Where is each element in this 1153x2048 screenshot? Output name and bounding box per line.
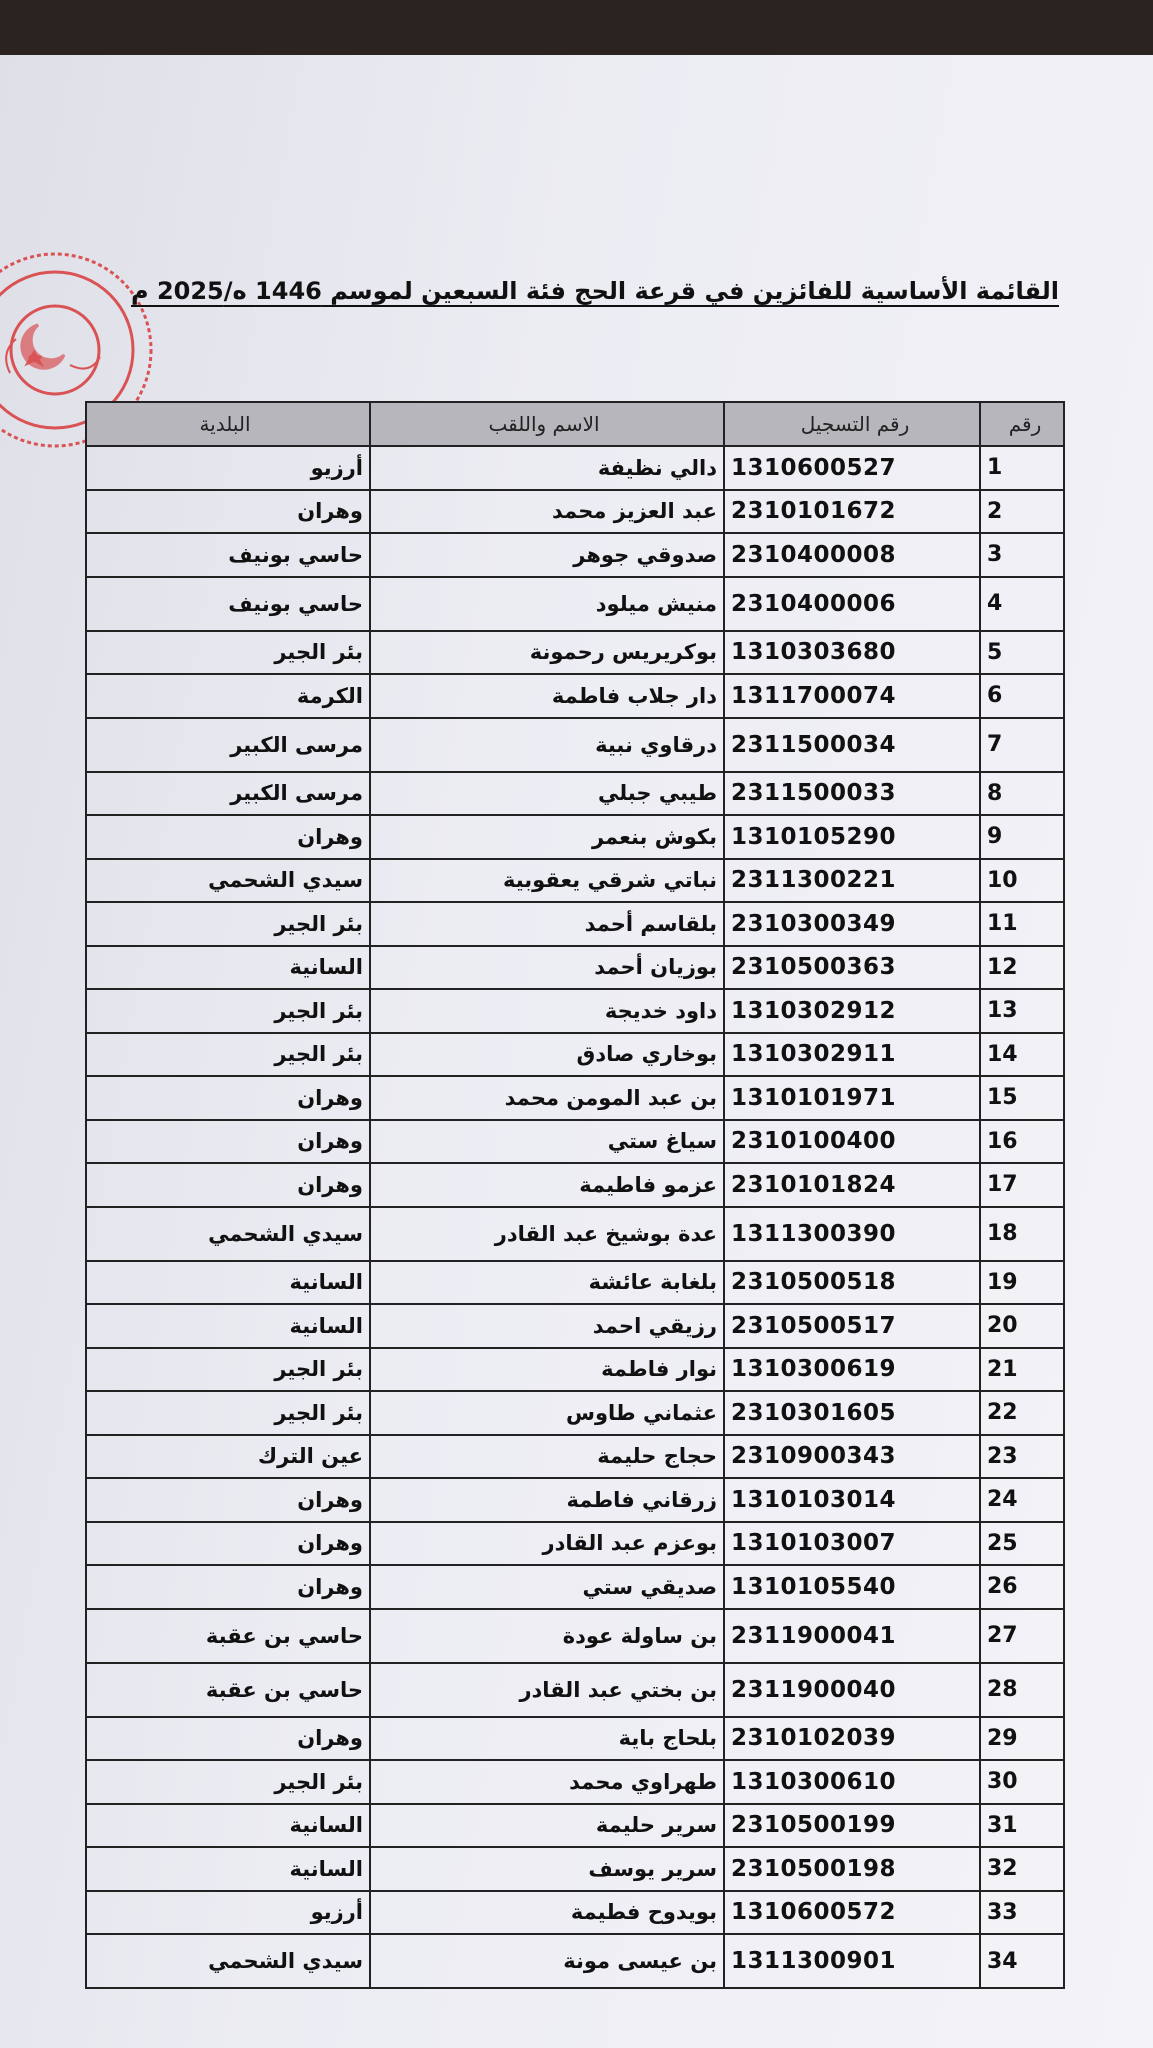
- registration-number: 2310500363: [725, 947, 981, 989]
- row-number: 24: [981, 1479, 1065, 1521]
- registration-number: 2310100400: [725, 1121, 981, 1163]
- row-number: 6: [981, 675, 1065, 717]
- municipality: وهران: [87, 1523, 371, 1565]
- table-row: [87, 773, 1065, 817]
- municipality: أرزيو: [87, 1892, 371, 1934]
- table-row: [87, 1761, 1065, 1805]
- municipality: وهران: [87, 1479, 371, 1521]
- row-number: 26: [981, 1566, 1065, 1608]
- municipality: السانية: [87, 1262, 371, 1304]
- full-name: بن عبد المومن محمد: [371, 1077, 725, 1119]
- full-name: صديقي ستي: [371, 1566, 725, 1608]
- municipality: وهران: [87, 491, 371, 533]
- registration-number: 2310500518: [725, 1262, 981, 1304]
- registration-number: 1310302912: [725, 990, 981, 1032]
- registration-number: 1310600572: [725, 1892, 981, 1934]
- row-number: 21: [981, 1349, 1065, 1391]
- table-row: [87, 1664, 1065, 1718]
- full-name: درقاوي نبية: [371, 719, 725, 771]
- header-municipality: البلدية: [87, 403, 371, 445]
- row-number: 30: [981, 1761, 1065, 1803]
- registration-number: 2311300221: [725, 860, 981, 902]
- full-name: بوعزم عبد القادر: [371, 1523, 725, 1565]
- table-row: [87, 1566, 1065, 1610]
- row-number: 32: [981, 1848, 1065, 1890]
- row-number: 2: [981, 491, 1065, 533]
- table-row: [87, 1935, 1065, 1989]
- registration-number: 1310105290: [725, 816, 981, 858]
- table-row: [87, 1305, 1065, 1349]
- full-name: بوخاري صادق: [371, 1034, 725, 1076]
- registration-number: 1310302911: [725, 1034, 981, 1076]
- municipality: حاسي بونيف: [87, 534, 371, 576]
- municipality: وهران: [87, 1718, 371, 1760]
- row-number: 9: [981, 816, 1065, 858]
- table-row: [87, 719, 1065, 773]
- row-number: 12: [981, 947, 1065, 989]
- table-row: [87, 1034, 1065, 1078]
- row-number: 27: [981, 1610, 1065, 1662]
- full-name: بن ساولة عودة: [371, 1610, 725, 1662]
- registration-number: 2311900040: [725, 1664, 981, 1716]
- municipality: عين الترك: [87, 1436, 371, 1478]
- municipality: مرسى الكبير: [87, 719, 371, 771]
- row-number: 28: [981, 1664, 1065, 1716]
- municipality: بئر الجير: [87, 1349, 371, 1391]
- municipality: سيدي الشحمي: [87, 1935, 371, 1987]
- municipality: السانية: [87, 1848, 371, 1890]
- row-number: 1: [981, 447, 1065, 489]
- registration-number: 1310103007: [725, 1523, 981, 1565]
- winners-table: [85, 401, 1065, 1989]
- municipality: بئر الجير: [87, 903, 371, 945]
- registration-number: 2311900041: [725, 1610, 981, 1662]
- registration-number: 1310303680: [725, 632, 981, 674]
- header-number: رقم: [981, 403, 1065, 445]
- municipality: بئر الجير: [87, 990, 371, 1032]
- row-number: 5: [981, 632, 1065, 674]
- table-row: [87, 947, 1065, 991]
- table-row: [87, 1892, 1065, 1936]
- row-number: 3: [981, 534, 1065, 576]
- full-name: بلقاسم أحمد: [371, 903, 725, 945]
- full-name: سياغ ستي: [371, 1121, 725, 1163]
- municipality: حاسي بونيف: [87, 578, 371, 630]
- table-row: [87, 1610, 1065, 1664]
- row-number: 31: [981, 1805, 1065, 1847]
- full-name: بوكريريس رحمونة: [371, 632, 725, 674]
- row-number: 11: [981, 903, 1065, 945]
- row-number: 19: [981, 1262, 1065, 1304]
- registration-number: 1311300390: [725, 1208, 981, 1260]
- row-number: 17: [981, 1164, 1065, 1206]
- municipality: وهران: [87, 1121, 371, 1163]
- registration-number: 2310900343: [725, 1436, 981, 1478]
- registration-number: 1311700074: [725, 675, 981, 717]
- registration-number: 2310500199: [725, 1805, 981, 1847]
- table-row: [87, 1523, 1065, 1567]
- municipality: بئر الجير: [87, 1392, 371, 1434]
- municipality: وهران: [87, 1164, 371, 1206]
- full-name: منيش ميلود: [371, 578, 725, 630]
- table-row: [87, 1392, 1065, 1436]
- full-name: بلحاج باية: [371, 1718, 725, 1760]
- row-number: 16: [981, 1121, 1065, 1163]
- row-number: 8: [981, 773, 1065, 815]
- registration-number: 2310400008: [725, 534, 981, 576]
- registration-number: 2310500517: [725, 1305, 981, 1347]
- registration-number: 1310103014: [725, 1479, 981, 1521]
- municipality: حاسي بن عقبة: [87, 1610, 371, 1662]
- municipality: السانية: [87, 947, 371, 989]
- full-name: زرقاني فاطمة: [371, 1479, 725, 1521]
- full-name: دالي نظيفة: [371, 447, 725, 489]
- municipality: أرزيو: [87, 447, 371, 489]
- full-name: بوزيان أحمد: [371, 947, 725, 989]
- municipality: السانية: [87, 1805, 371, 1847]
- header-registration: رقم التسجيل: [725, 403, 981, 445]
- row-number: 13: [981, 990, 1065, 1032]
- registration-number: 2311500033: [725, 773, 981, 815]
- table-row: [87, 1349, 1065, 1393]
- municipality: بئر الجير: [87, 1034, 371, 1076]
- full-name: نوار فاطمة: [371, 1349, 725, 1391]
- document-page: [0, 55, 1153, 2048]
- registration-number: 2310400006: [725, 578, 981, 630]
- registration-number: 2311500034: [725, 719, 981, 771]
- full-name: بلغابة عائشة: [371, 1262, 725, 1304]
- table-row: [87, 1479, 1065, 1523]
- row-number: 15: [981, 1077, 1065, 1119]
- registration-number: 1310600527: [725, 447, 981, 489]
- full-name: بن عيسى مونة: [371, 1935, 725, 1987]
- row-number: 7: [981, 719, 1065, 771]
- registration-number: 2310101824: [725, 1164, 981, 1206]
- table-row: [87, 990, 1065, 1034]
- table-row: [87, 534, 1065, 578]
- table-row: [87, 578, 1065, 632]
- row-number: 29: [981, 1718, 1065, 1760]
- municipality: سيدي الشحمي: [87, 860, 371, 902]
- registration-number: 1310300619: [725, 1349, 981, 1391]
- municipality: مرسى الكبير: [87, 773, 371, 815]
- table-row: [87, 1208, 1065, 1262]
- full-name: بن بختي عبد القادر: [371, 1664, 725, 1716]
- full-name: عثماني طاوس: [371, 1392, 725, 1434]
- registration-number: 2310101672: [725, 491, 981, 533]
- document-title: القائمة الأساسية للفائزين في قرعة الحج فئة السبعين لموسم 1446 ه/2025 م: [131, 277, 1059, 305]
- full-name: سرير يوسف: [371, 1848, 725, 1890]
- full-name: صدوقي جوهر: [371, 534, 725, 576]
- row-number: 22: [981, 1392, 1065, 1434]
- full-name: عبد العزيز محمد: [371, 491, 725, 533]
- full-name: سرير حليمة: [371, 1805, 725, 1847]
- table-row: [87, 1848, 1065, 1892]
- table-row: [87, 1436, 1065, 1480]
- header-name: الاسم واللقب: [371, 403, 725, 445]
- registration-number: 1311300901: [725, 1935, 981, 1987]
- row-number: 18: [981, 1208, 1065, 1260]
- full-name: عزمو فاطيمة: [371, 1164, 725, 1206]
- registration-number: 1310105540: [725, 1566, 981, 1608]
- table-row: [87, 1718, 1065, 1762]
- table-row: [87, 491, 1065, 535]
- row-number: 33: [981, 1892, 1065, 1934]
- row-number: 25: [981, 1523, 1065, 1565]
- municipality: وهران: [87, 1566, 371, 1608]
- table-header-row: [87, 403, 1065, 447]
- registration-number: 2310301605: [725, 1392, 981, 1434]
- municipality: حاسي بن عقبة: [87, 1664, 371, 1716]
- row-number: 10: [981, 860, 1065, 902]
- registration-number: 2310500198: [725, 1848, 981, 1890]
- municipality: الكرمة: [87, 675, 371, 717]
- row-number: 14: [981, 1034, 1065, 1076]
- municipality: السانية: [87, 1305, 371, 1347]
- table-row: [87, 632, 1065, 676]
- registration-number: 2310300349: [725, 903, 981, 945]
- full-name: حجاج حليمة: [371, 1436, 725, 1478]
- full-name: دار جلاب فاطمة: [371, 675, 725, 717]
- full-name: نباتي شرقي يعقوبية: [371, 860, 725, 902]
- municipality: وهران: [87, 1077, 371, 1119]
- municipality: وهران: [87, 816, 371, 858]
- full-name: عدة بوشيخ عبد القادر: [371, 1208, 725, 1260]
- table-row: [87, 1805, 1065, 1849]
- full-name: بكوش بنعمر: [371, 816, 725, 858]
- full-name: رزيقي احمد: [371, 1305, 725, 1347]
- full-name: طيبي جبلي: [371, 773, 725, 815]
- table-row: [87, 1164, 1065, 1208]
- municipality: سيدي الشحمي: [87, 1208, 371, 1260]
- municipality: بئر الجير: [87, 632, 371, 674]
- table-row: [87, 675, 1065, 719]
- table-row: [87, 903, 1065, 947]
- registration-number: 2310102039: [725, 1718, 981, 1760]
- row-number: 34: [981, 1935, 1065, 1987]
- row-number: 4: [981, 578, 1065, 630]
- full-name: داود خديجة: [371, 990, 725, 1032]
- table-row: [87, 1262, 1065, 1306]
- full-name: بويدوح فطيمة: [371, 1892, 725, 1934]
- full-name: طهراوي محمد: [371, 1761, 725, 1803]
- table-row: [87, 447, 1065, 491]
- row-number: 23: [981, 1436, 1065, 1478]
- table-row: [87, 1121, 1065, 1165]
- table-row: [87, 860, 1065, 904]
- municipality: بئر الجير: [87, 1761, 371, 1803]
- table-row: [87, 1077, 1065, 1121]
- registration-number: 1310300610: [725, 1761, 981, 1803]
- table-row: [87, 816, 1065, 860]
- row-number: 20: [981, 1305, 1065, 1347]
- registration-number: 1310101971: [725, 1077, 981, 1119]
